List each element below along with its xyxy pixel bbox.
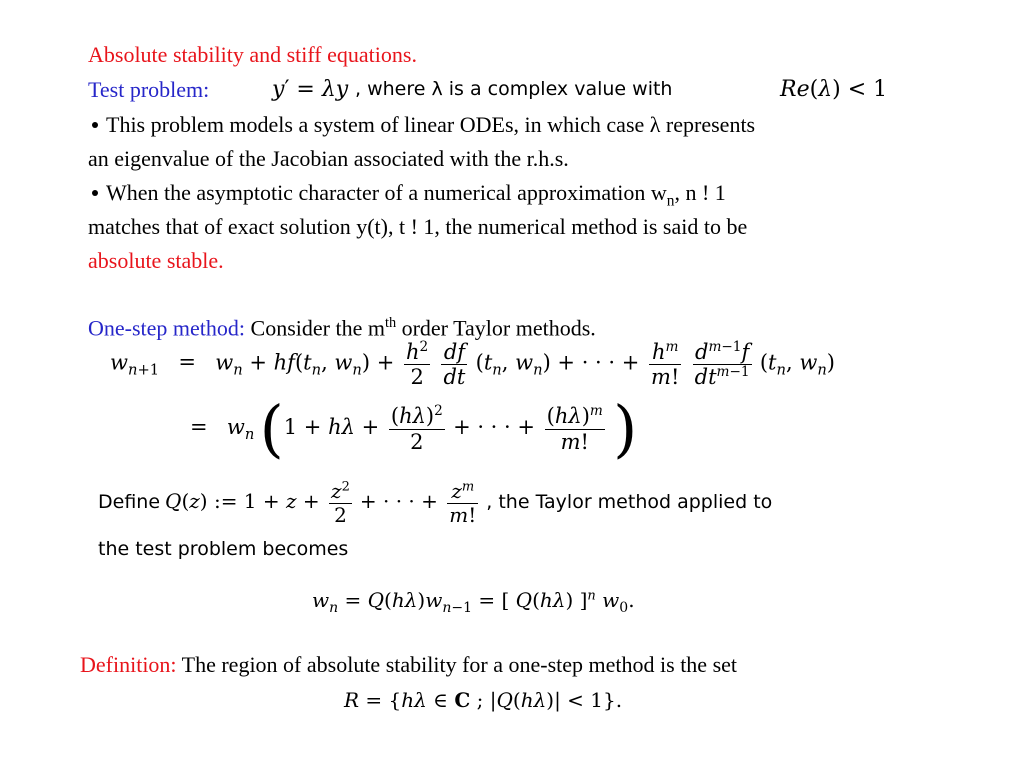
bullet-1-line-2: an eigenvalue of the Jacobian associated with the r.h.s. (88, 146, 569, 171)
test-where-text: , where λ is a complex value with (355, 78, 673, 100)
test-condition-rhs: < 1 (847, 77, 888, 102)
taylor-equation-line-2: = $w_n$ (1 + hλ + $\frac{(h\lambda)^2}{2}$ + · · · + $\frac{(h\lambda)^m}{m!}$ ) (190, 392, 638, 465)
one-step-label: One-step method: (88, 315, 246, 341)
bullet-2-line-3: absolute stable. (88, 248, 224, 273)
define-line-1: Define Q(z) := 1 + z + $\frac{z^2}{2}$ + · · · + $\frac{z^m}{m!}$ , the Taylor method applied to (98, 479, 773, 527)
bullet-dot-icon (92, 122, 98, 128)
bullet-2-line-1: When the asymptotic character of a numerical approximation $w_n$, n ! 1 (88, 176, 726, 218)
stability-region-equation: R = {hλ ∈ C ; |Q(hλ)| < 1}. (344, 688, 623, 712)
bullet-1-line-1: This problem models a system of linear ODEs, in which case λ represents (88, 108, 755, 142)
test-condition: Re(λ) < 1 (780, 77, 888, 102)
define-tail: , the Taylor method applied to (486, 491, 773, 514)
test-problem-label: Test problem: (88, 77, 210, 102)
recurrence-equation: $w_n = Q(h\lambda)w_{n-1}$ = [ Q(hλ) ]$^n$ $w_0$. (312, 588, 635, 616)
taylor-equation-line-1: $w_{n+1} = w_n + hf(t_n$, $w_n$) + $\frac{h^2}{2}$ $\frac{df}{dt}$ ($t_n$, $w_n$) + · · · + $\frac{h^m}{m!}$ $\frac{d^{m-1}f}{dt^{m-1}}$ ($t_n$, $w_n$) (110, 339, 835, 390)
one-step-line: One-step method: Consider the $m^{th}$ order Taylor methods. (88, 315, 596, 341)
bullet-2-line-2: matches that of exact solution y(t), t ! 1, the numerical method is said to be (88, 214, 748, 239)
define-line-2: the test problem becomes (98, 538, 349, 560)
definition-line: Definition: The region of absolute stability for a one-step method is the set (80, 652, 738, 677)
slide-title: Absolute stability and stiff equations. (88, 42, 417, 67)
test-equation: y′ = λy (272, 77, 349, 102)
bullet-dot-icon (92, 190, 98, 196)
definition-label: Definition: (80, 652, 177, 677)
define-word: Define (98, 491, 161, 514)
